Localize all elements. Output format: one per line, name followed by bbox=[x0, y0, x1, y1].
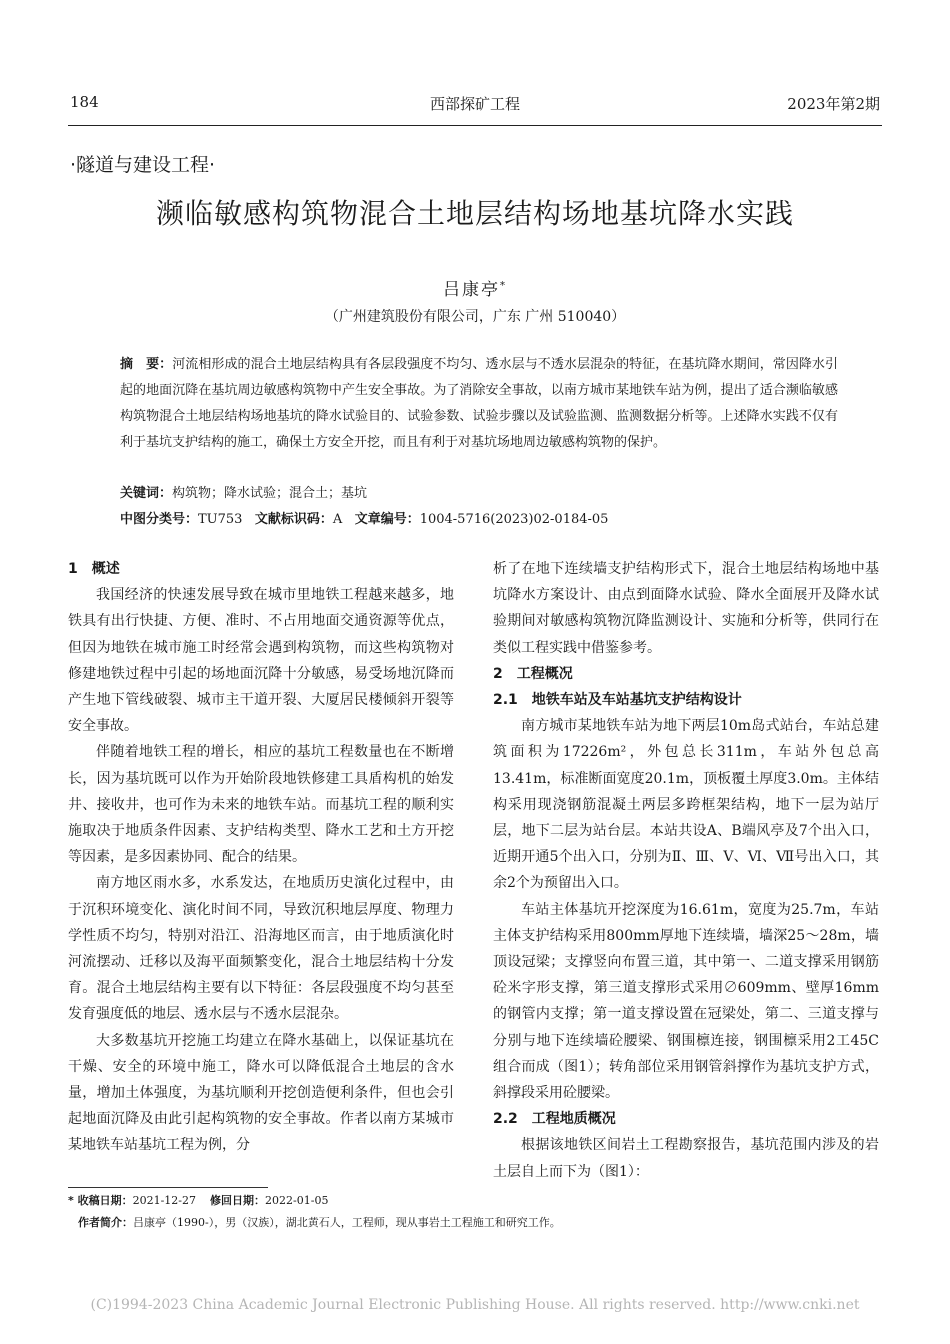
left-column bbox=[68, 556, 454, 1159]
article-number-label: 文章编号： bbox=[354, 512, 420, 527]
paragraph-continued: 析了在地下连续墙支护结构形式下，混合土地层结构场地中基坑降水方案设计、由点到面降水试验、降水全面展开及降水试验期间对敏感构筑物沉降监测设计、实施和分析等，供同行在类似工程实践中借鉴参考。 bbox=[493, 561, 879, 656]
doc-code-value: A bbox=[332, 512, 343, 527]
received-date: 2021-12-27 bbox=[132, 1194, 197, 1207]
paragraph: 根据该地铁区间岩土工程勘察报告，基坑范围内涉及的岩土层自上而下为（图1）： bbox=[493, 1137, 879, 1180]
heading-project-overview: 2 工程概况 bbox=[493, 665, 573, 682]
section-tag: ·隧道与建设工程· bbox=[70, 154, 216, 176]
paragraph: 南方城市某地铁车站为地下两层10m岛式站台，车站总建筑面积为17226m²，外包总长311m，车站外包总高13.41m，标准断面宽度20.1m，顶板覆土厚度3.0m。主体结构采用现浇钢筋混凝土两层多跨框架结构，地下一层为站厅层，地下二层为站台层。本站共设A、B端风亭及7个出入口，近期开通5个出入口，分别为Ⅱ、Ⅲ、Ⅴ、Ⅵ、Ⅶ号出入口，其余2个为预留出入口。 bbox=[493, 718, 879, 892]
article-title: 濒临敏感构筑物混合土地层结构场地基坑降水实践 bbox=[155, 197, 794, 230]
right-column bbox=[493, 556, 879, 1185]
bio-label: 作者简介： bbox=[78, 1216, 133, 1229]
article-number-value: 1004-5716(2023)02-0184-05 bbox=[419, 512, 609, 527]
heading-station-design: 2.1 地铁车站及车站基坑支护结构设计 bbox=[493, 692, 742, 709]
issue-label: 2023年第2期 bbox=[787, 95, 880, 113]
revised-label: 修回日期： bbox=[210, 1194, 266, 1207]
heading-geology: 2.2 工程地质概况 bbox=[493, 1111, 616, 1128]
abstract-text: 河流相形成的混合土地层结构具有各层段强度不均匀、透水层与不透水层混杂的特征，在基坑降水期间，常因降水引起的地面沉降在基坑周边敏感构筑物中产生安全事故。为了消除安全事故，以南方城市某地铁车站为例，提出了适合濒临敏感构筑物混合土地层结构场地基坑的降水试验目的、试验参数、试验步骤以及试验监测、监测数据分析等。上述降水实践不仅有利于基坑支护结构的施工，确保土方安全开挖，而且有利于对基坑场地周边敏感构筑物的保护。 bbox=[120, 357, 838, 450]
copyright-watermark: (C)1994-2023 China Academic Journal Electronic Publishing House. All rights reserved. http://www.cnki.net bbox=[90, 1297, 860, 1313]
doc-code-label: 文献标识码： bbox=[254, 512, 333, 527]
received-label: * 收稿日期： bbox=[68, 1194, 133, 1207]
abstract-label: 摘 要： bbox=[120, 357, 173, 372]
keywords-text: 构筑物；降水试验；混合土；基坑 bbox=[172, 486, 368, 501]
author-mark: * bbox=[500, 280, 507, 292]
footnote-dates bbox=[68, 1192, 328, 1208]
bio-text: 吕康亭（1990-），男（汉族），湖北黄石人，工程师，现从事岩土工程施工和研究工作。 bbox=[133, 1216, 561, 1229]
footnote-bio bbox=[78, 1214, 561, 1230]
paragraph: 南方地区雨水多，水系发达，在地质历史演化过程中，由于沉积环境变化、演化时间不同，导致沉积地层厚度、物理力学性质不均匀，特别对沿江、沿海地区而言，由于地质演化时河流摆动、迁移以及海平面频繁变化，混合土地层结构十分发育。混合土地层结构主要有以下特征：各层段强度不均匀甚至发育强度低的地层、透水层与不透水层混杂。 bbox=[68, 875, 454, 1023]
header-rule bbox=[68, 125, 882, 126]
journal-name: 西部探矿工程 bbox=[429, 95, 520, 113]
author-name: 吕康亭 bbox=[443, 280, 500, 300]
paragraph: 大多数基坑开挖施工均建立在降水基础上，以保证基坑在干燥、安全的环境中施工，降水可以降低混合土地层的含水量，增加土体强度，为基坑顺利开挖创造便利条件，但也会引起地面沉降及由此引起构筑物的安全事故。作者以南方某城市某地铁车站基坑工程为例，分 bbox=[68, 1032, 454, 1154]
page-number: 184 bbox=[70, 93, 99, 111]
footnote-rule bbox=[68, 1187, 268, 1188]
abstract bbox=[120, 352, 838, 456]
clc-value: TU753 bbox=[198, 512, 243, 527]
paragraph: 伴随着地铁工程的增长，相应的基坑工程数量也在不断增长，因为基坑既可以作为开始阶段地铁修建工具盾构机的始发井、接收井，也可作为未来的地铁车站。而基坑工程的顺利实施取决于地质条件因素、支护结构类型、降水工艺和土方开挖等因素，是多因素协同、配合的结果。 bbox=[68, 744, 454, 866]
paragraph: 车站主体基坑开挖深度为16.61m，宽度为25.7m，车站主体支护结构采用800mm厚地下连续墙，墙深25～28m，墙顶设冠梁；支撑竖向布置三道，其中第一、二道支撑采用钢筋砼米字形支撑，第三道支撑形式采用∅609mm、壁厚16mm的钢管内支撑；第一道支撑设置在冠梁处，第二、三道支撑与分别与地下连续墙砼腰梁、钢围檩连接，钢围檩采用2工45C组合而成（图1）；转角部位采用钢管斜撑作为基坑支护方式，斜撑段采用砼腰梁。 bbox=[493, 901, 879, 1102]
affiliation: （广州建筑股份有限公司，广东 广州 510040） bbox=[324, 309, 626, 325]
revised-date: 2022-01-05 bbox=[265, 1194, 329, 1207]
classification bbox=[120, 508, 838, 527]
clc-label: 中图分类号： bbox=[120, 512, 199, 527]
author bbox=[0, 275, 950, 300]
paragraph: 我国经济的快速发展导致在城市里地铁工程越来越多，地铁具有出行快捷、方便、准时、不占用地面交通资源等优点，但因为地铁在城市施工时经常会遇到构筑物，而这些构筑物对修建地铁过程中引起的场地面沉降十分敏感，易受场地沉降而产生地下管线破裂、城市主干道开裂、大厦居民楼倾斜开裂等安全事故。 bbox=[68, 587, 454, 735]
keywords-label: 关键词： bbox=[120, 486, 173, 501]
keywords bbox=[120, 482, 838, 501]
heading-overview: 1 概述 bbox=[68, 561, 120, 577]
